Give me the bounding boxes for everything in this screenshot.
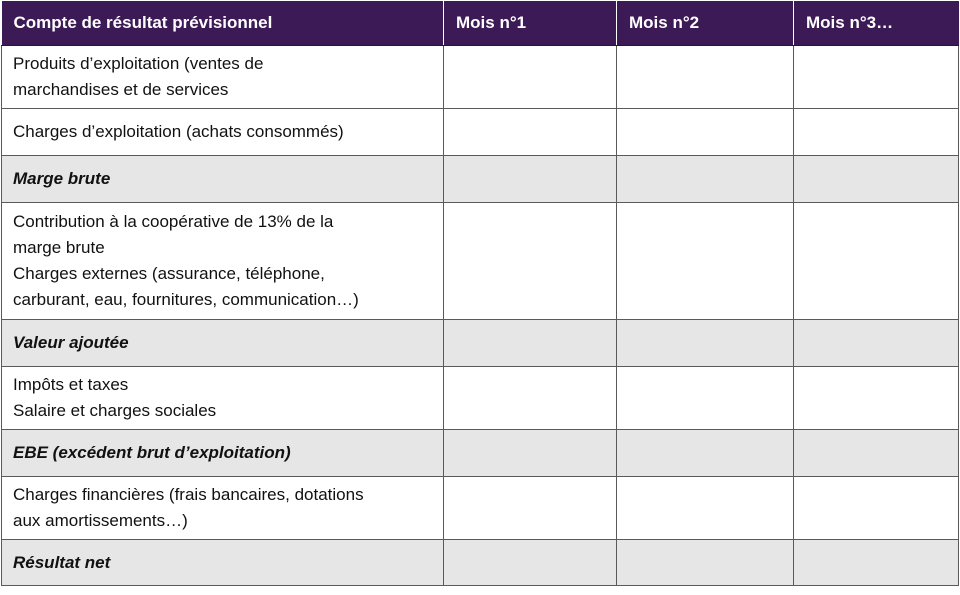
- row-label: Produits d’exploitation (ventes de marchandises et de services: [2, 46, 444, 109]
- cell-month-2[interactable]: [617, 367, 794, 430]
- cell-month-2[interactable]: [617, 477, 794, 540]
- row-label: Marge brute: [2, 156, 444, 203]
- table-row-subtotal: [2, 430, 959, 477]
- cell-month-1[interactable]: [444, 203, 617, 320]
- row-label: Impôts et taxes Salaire et charges sociales: [2, 367, 444, 430]
- cell-month-3[interactable]: [794, 203, 959, 320]
- cell-month-1[interactable]: [444, 46, 617, 109]
- table-row: [2, 477, 959, 540]
- cell-month-3[interactable]: [794, 156, 959, 203]
- cell-month-1[interactable]: [444, 156, 617, 203]
- cell-month-3[interactable]: [794, 540, 959, 586]
- row-label: Résultat net: [2, 540, 444, 586]
- table-row-subtotal: [2, 320, 959, 367]
- cell-month-3[interactable]: [794, 109, 959, 156]
- header-label: Compte de résultat prévisionnel: [2, 1, 444, 46]
- cell-month-1[interactable]: [444, 477, 617, 540]
- table-row: [2, 46, 959, 109]
- cell-month-3[interactable]: [794, 430, 959, 477]
- table-row: [2, 367, 959, 430]
- table-row: [2, 203, 959, 320]
- table-row: [2, 109, 959, 156]
- income-statement-table: [1, 1, 959, 586]
- cell-month-3[interactable]: [794, 477, 959, 540]
- cell-month-2[interactable]: [617, 203, 794, 320]
- header-month-3: Mois n°3…: [794, 1, 959, 46]
- cell-month-3[interactable]: [794, 367, 959, 430]
- cell-month-1[interactable]: [444, 367, 617, 430]
- row-label: Charges financières (frais bancaires, dotations aux amortissements…): [2, 477, 444, 540]
- cell-month-2[interactable]: [617, 46, 794, 109]
- header-month-1: Mois n°1: [444, 1, 617, 46]
- cell-month-2[interactable]: [617, 109, 794, 156]
- table-row-subtotal: [2, 540, 959, 586]
- cell-month-1[interactable]: [444, 430, 617, 477]
- cell-month-1[interactable]: [444, 109, 617, 156]
- cell-month-2[interactable]: [617, 430, 794, 477]
- cell-month-3[interactable]: [794, 320, 959, 367]
- header-month-2: Mois n°2: [617, 1, 794, 46]
- row-label: Contribution à la coopérative de 13% de la marge brute Charges externes (assurance, téléphone, carburant, eau, fournitures, communication…): [2, 203, 444, 320]
- row-label: Valeur ajoutée: [2, 320, 444, 367]
- cell-month-2[interactable]: [617, 540, 794, 586]
- cell-month-1[interactable]: [444, 540, 617, 586]
- cell-month-1[interactable]: [444, 320, 617, 367]
- row-label: Charges d’exploitation (achats consommés): [2, 109, 444, 156]
- table-row-subtotal: [2, 156, 959, 203]
- cell-month-2[interactable]: [617, 156, 794, 203]
- cell-month-2[interactable]: [617, 320, 794, 367]
- row-label: EBE (excédent brut d’exploitation): [2, 430, 444, 477]
- cell-month-3[interactable]: [794, 46, 959, 109]
- table-header-row: [2, 1, 959, 46]
